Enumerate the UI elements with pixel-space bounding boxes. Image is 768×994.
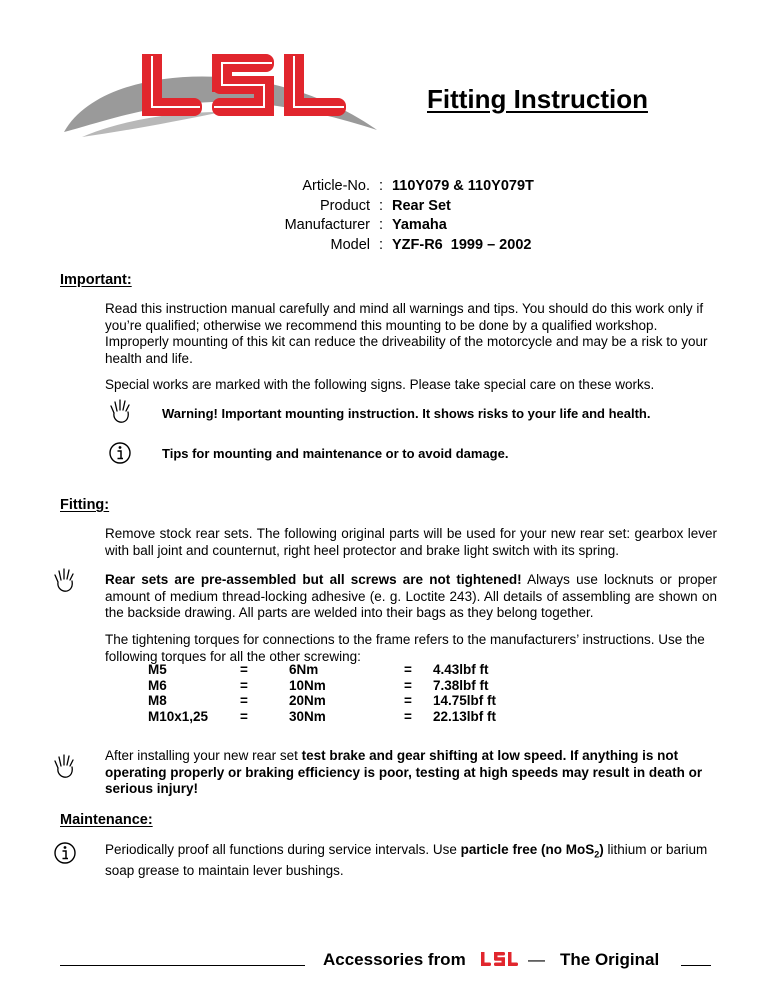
info-icon [107, 440, 133, 468]
footer-rule-right [681, 965, 711, 966]
meta-colon: : [378, 197, 384, 214]
torque-size: M6 [148, 677, 167, 693]
footer-prefix: Accessories from [323, 950, 466, 969]
fitting-paragraph-4-start: After installing your new rear set [105, 748, 302, 763]
table-row [148, 662, 496, 678]
fitting-warning-bold: Rear sets are pre-assembled but all screws are not tightened! [105, 572, 522, 587]
meta-model [200, 236, 660, 256]
fitting-paragraph-2-rest: Always use locknuts or proper amount of medium thread-locking adhesive (e. g. Loctite 243). All details of assembling are shown on the backside drawing. All parts are welded into their bags as they belong together. [105, 572, 717, 620]
torque-eq: = [404, 693, 412, 708]
page-title: Fitting Instruction [427, 84, 648, 114]
meta-label: Model [330, 236, 370, 253]
meta-label: Product [320, 197, 370, 214]
torque-eq: = [240, 708, 248, 724]
meta-label: Manufacturer [284, 217, 370, 233]
tip-sign-text: Tips for mounting and maintenance or to avoid damage. [162, 446, 509, 461]
article-meta [200, 177, 660, 255]
torque-eq: = [404, 662, 412, 677]
maintenance-bold-end: ) [599, 842, 604, 857]
footer-lsl-logo [481, 952, 519, 968]
torque-nm: 6Nm [289, 662, 319, 677]
meta-value: Rear Set [392, 197, 451, 214]
torque-nm: 20Nm [289, 693, 326, 708]
torque-eq: = [404, 708, 412, 724]
footer-dash: — [528, 950, 545, 969]
meta-colon: : [378, 217, 384, 233]
torque-lbf: 4.43lbf ft [433, 662, 489, 677]
fitting-test-warning: test brake and gear shifting at low speed. If anything is not operating properly or braking efficiency is poor, testing at high speeds may result in death or serious injury! [105, 748, 703, 796]
lsl-logo [62, 42, 382, 147]
meta-colon: : [378, 178, 384, 194]
maintenance-paragraph [105, 842, 717, 880]
torque-size: M5 [148, 662, 167, 677]
fitting-paragraph-2 [105, 572, 717, 622]
meta-value: YZF-R6 1999 – 2002 [392, 236, 532, 253]
torque-table [148, 662, 496, 724]
fitting-heading: Fitting: [60, 497, 110, 513]
maintenance-rest: lithium or barium soap grease to maintain lever bushings. [105, 842, 708, 879]
torque-eq: = [404, 677, 412, 693]
important-paragraph: Read this instruction manual carefully and mind all warnings and tips. You should do this work only if you’re qualified; otherwise we recommend this mounting to be done by a qualified workshop. Improperly mounting of this kit can reduce the driveability of the motorcycle and may be a risk to your health and life. [105, 301, 708, 366]
warning-sign-text: Warning! Important mounting instruction. It shows risks to your life and health. [162, 406, 651, 421]
meta-value: Yamaha [392, 217, 447, 233]
meta-value: 110Y079 & 110Y079T [392, 178, 534, 194]
torque-lbf: 22.13lbf ft [433, 708, 497, 724]
meta-manufacturer [200, 216, 660, 236]
torque-size: M10x1,25 [148, 708, 209, 724]
signs-intro: Special works are marked with the following signs. Please take special care on these works. [105, 377, 655, 392]
torque-eq: = [240, 662, 248, 677]
maintenance-bold [460, 842, 604, 860]
maintenance-heading: Maintenance: [60, 812, 153, 828]
torque-lbf: 7.38lbf ft [433, 677, 489, 693]
table-row [148, 709, 496, 725]
torque-size: M8 [148, 693, 167, 708]
hand-icon [52, 566, 78, 594]
fitting-paragraph-1: Remove stock rear sets. The following original parts will be used for your new rear set: gearbox lever with ball joint and counternut, right heel protector and brake light switch with its spring. [105, 526, 717, 558]
meta-product [200, 197, 660, 217]
torque-nm: 30Nm [289, 708, 326, 724]
table-row [148, 693, 496, 709]
hand-icon [108, 397, 134, 425]
maintenance-start: Periodically proof all functions during service intervals. Use [105, 842, 461, 857]
fitting-paragraph-3: The tightening torques for connections to the frame refers to the manufacturers’ instructions. Use the following torques for all the other screwing: [105, 632, 705, 664]
table-row [148, 678, 496, 694]
torque-nm: 10Nm [289, 677, 326, 693]
meta-article-no [200, 177, 660, 197]
torque-eq: = [240, 693, 248, 708]
meta-label: Article-No. [302, 178, 370, 194]
footer-suffix: The Original [560, 950, 660, 969]
maintenance-subscript: 2 [594, 849, 600, 860]
footer-rule-left [60, 965, 305, 966]
hand-icon [52, 752, 78, 780]
fitting-paragraph-4 [105, 748, 717, 798]
footer [0, 947, 768, 977]
important-heading: Important: [60, 272, 132, 288]
meta-colon: : [378, 236, 384, 253]
torque-lbf: 14.75lbf ft [433, 693, 497, 708]
torque-eq: = [240, 677, 248, 693]
info-icon [52, 840, 78, 868]
maintenance-bold-text: particle free (no MoS [460, 842, 595, 857]
